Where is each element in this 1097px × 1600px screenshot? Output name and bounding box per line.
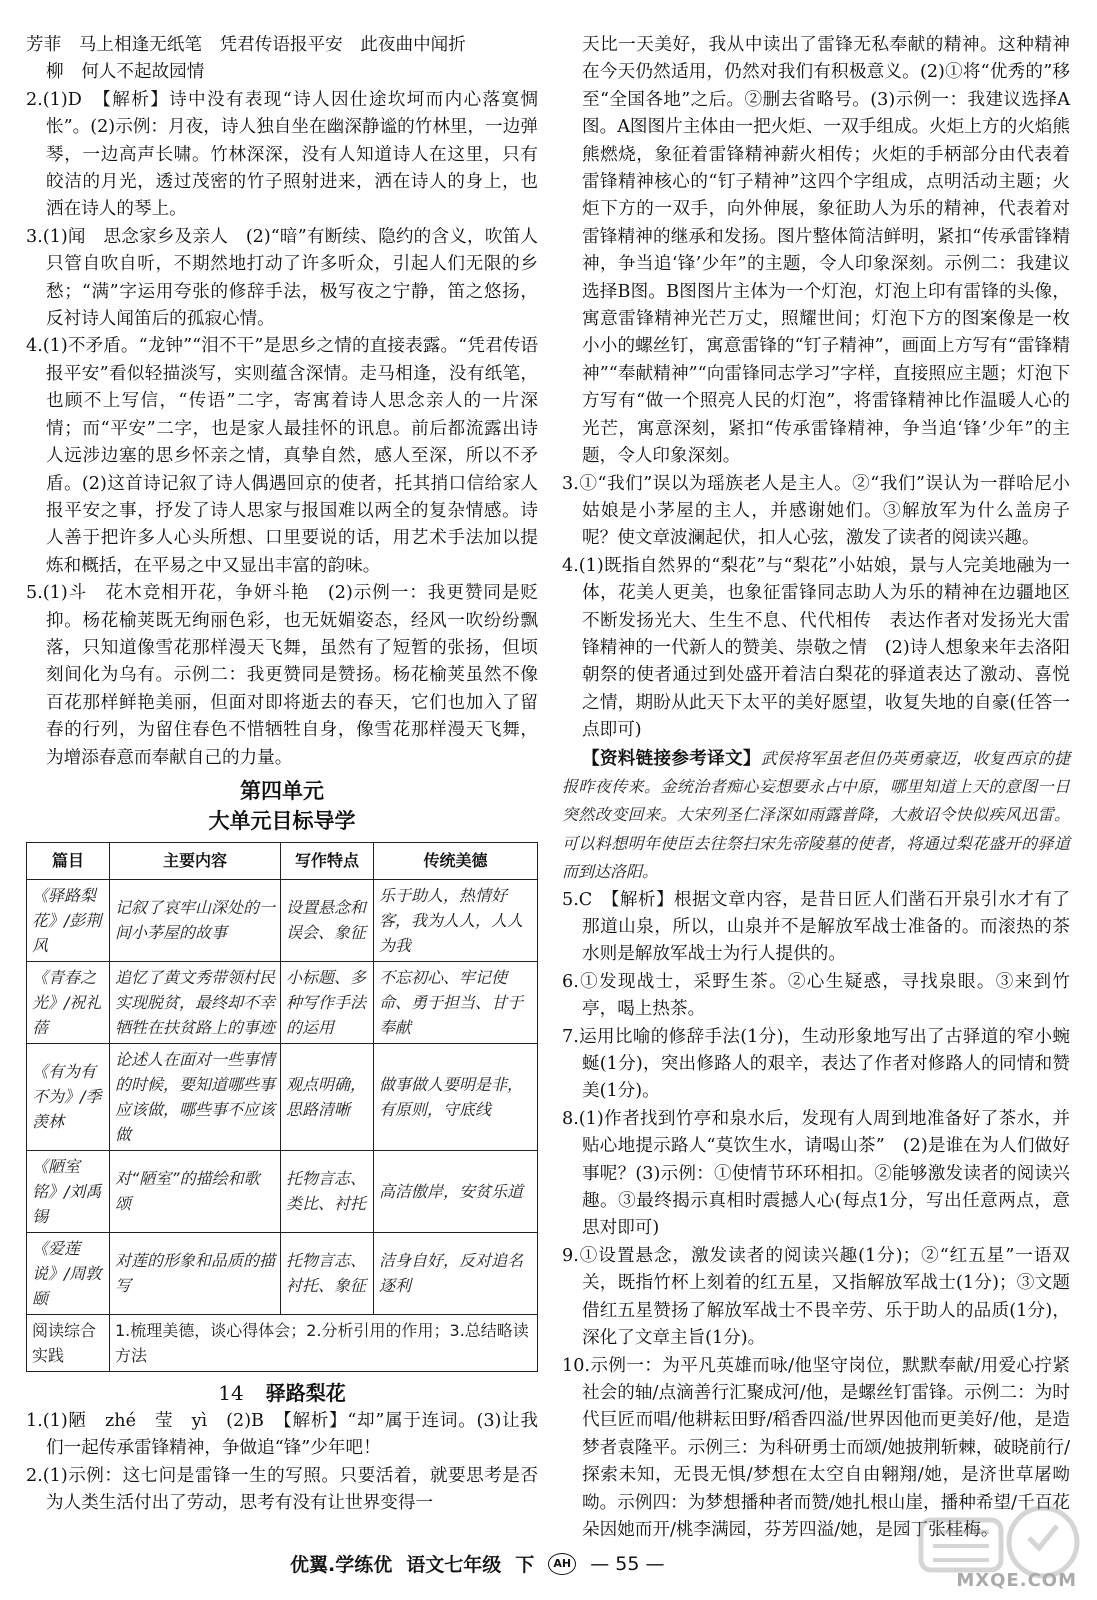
reference-translation (562, 745, 1070, 887)
left-column (26, 32, 538, 1518)
table-header: 篇目 (27, 842, 110, 879)
table-header: 写作特点 (281, 842, 374, 879)
table-row (27, 961, 538, 1043)
table-row (27, 1232, 538, 1314)
unit-subtitle: 大单元目标导学 (208, 808, 356, 833)
table-cell: 对“陋室”的描绘和歌颂 (110, 1150, 281, 1232)
table-cell: 《青春之光》/祝礼蓓 (27, 961, 110, 1043)
lesson-heading (26, 1378, 538, 1408)
reference-label: 【资料链接参考译文】 (582, 748, 761, 769)
table-cell: 托物言志、类比、衬托 (281, 1150, 374, 1232)
table-cell: 托物言志、衬托、象征 (281, 1232, 374, 1314)
table-header: 传统美德 (374, 842, 538, 879)
answer-q9: 9.①设置悬念，激发读者的阅读兴趣(1分)；②“红五星”一语双关，既指竹杯上刻着的红五星，又指解放军战士(1分)；③文题借红五星赞扬了解放军战士不畏辛劳、乐于助人的品质(1分)，深化了文章主旨(1分)。 (562, 1245, 1070, 1349)
reference-text: 武侯将军虽老但仍英勇豪迈，收复西京的捷报昨夜传来。金统治者痴心妄想要永占中原，哪里知道上天的意图一日突然改变回来。大宋列圣仁泽深如雨露普降，大赦诏令快似疾风迅雷。可以料想明年使臣去往祭扫宋先帝陵墓的使者，将通过梨花盛开的驿道而到达洛阳。 (562, 748, 1070, 882)
table-row (27, 1150, 538, 1232)
page-number: — 55 — (590, 1552, 665, 1575)
answer-q2-continued: 天比一天美好，我从中读出了雷锋无私奉献的精神。这种精神在今天仍然适用，仍然对我们有积极意义。(2)①将“优秀的”移至“全国各地”之后。②删去省略号。(3)示例一：我建议选择A图。A图图片主体由一把火炬、一双手组成。火炬上方的火焰熊熊燃烧，象征着雷锋精神薪火相传；火炬的手柄部分由代表着雷锋精神核心的“钉子精神”这四个字组成，点明活动主题；火炬下方的一双手，向外伸展，象征助人为乐的精神，代表着对雷锋精神的继承和发扬。图片整体简洁鲜明，紧扣“传承雷锋精神，争当追‘锋’少年”的主题，令人印象深刻。示例二：我建议选择B图。B图图片主体为一个灯泡，灯泡上印有雷锋的头像，寓意雷锋精神光芒万丈，照耀世间；灯泡下方的图案像是一枚小小的螺丝钉，寓意雷锋的“钉子精神”，画面上方写有“雷锋精神”“奉献精神”“向雷锋同志学习”字样，直接照应主题；灯泡下方写有“做一个照亮人民的灯泡”，将雷锋精神比作温暖人心的光芒，寓意深刻，紧扣“传承雷锋精神，争当追‘锋’少年”的主题，令人印象深刻。 (582, 35, 1070, 467)
page-footer (290, 1550, 850, 1577)
table-cell: 记叙了哀牢山深处的一间小茅屋的故事 (110, 879, 281, 961)
table-cell: 《驿路梨花》/彭荆风 (27, 879, 110, 961)
table-cell: 《爱莲说》/周敦颐 (27, 1232, 110, 1314)
watermark-text: MXQE.COM (956, 1570, 1077, 1591)
right-column (562, 32, 1070, 1544)
table-header: 主要内容 (110, 842, 281, 879)
answer-q4: 4.(1)既指自然界的“梨花”与“梨花”小姑娘，景与人完美地融为一体，花美人更美，也象征雷锋同志助人为乐的精神在边疆地区不断发扬光大、生生不息、代代相传 表达作者对发扬光大雷锋精神的一代新人的赞美、崇敬之情 (2)诗人想象来年去洛阳朝祭的使者通过到处盛开着洁白梨花的驿道表达了激动、喜悦之情，期盼从此天下太平的美好愿望，收复失地的自豪(任答一点即可) (562, 555, 1070, 741)
answer-q7: 7.运用比喻的修辞手法(1分)，生动形象地写出了古驿道的窄小蜿蜒(1分)，突出修路人的艰辛，表达了作者对修路人的同情和赞美(1分)。 (562, 1026, 1070, 1102)
table-cell: 追忆了黄文秀带领村民实现脱贫，最终却不幸牺牲在扶贫路上的事迹 (110, 961, 281, 1043)
table-header-row (27, 842, 538, 879)
table-row (27, 1043, 538, 1150)
unit-title: 第四单元 (240, 778, 324, 803)
answer-q3: 3.①“我们”误以为瑶族老人是主人。②“我们”误认为一群哈尼小姑娘是小茅屋的主人，并感谢她们。③解放军为什么盖房子呢？使文章波澜起伏，扣人心弦，激发了读者的阅读兴趣。 (562, 473, 1070, 549)
lesson-title: 驿路梨花 (265, 1380, 346, 1405)
table-cell: 设置悬念和误会、象征 (281, 879, 374, 961)
footer-brand: 优翼.学练优 (290, 1554, 393, 1576)
table-row (27, 879, 538, 961)
table-cell: 《有为有不为》/季羡林 (27, 1043, 110, 1150)
table-cell: 《陋室铭》/刘禹锡 (27, 1150, 110, 1232)
table-cell: 观点明确，思路清晰 (281, 1043, 374, 1150)
table-cell: 小标题、多种写作手法的运用 (281, 961, 374, 1043)
answer-q10: 10.示例一：为平凡英雄而咏/他坚守岗位，默默奉献/用爱心拧紧社会的轴/点滴善行汇聚成河/他，是螺丝钉雷锋。示例二：为时代巨匠而唱/他耕耘田野/稻香四溢/世界因他而更美好/他，是造梦者袁隆平。示例三：为科研勇士而颂/她披荆斩棘，破晓前行/探索未知，无畏无惧/梦想在太空自由翱翔/她，是济世草屠呦呦。示例四：为梦想播种者而赞/她扎根山崖，播种希望/千百花朵因她而开/桃李满园，芬芳四溢/她，是园丁张桂梅。 (562, 1355, 1070, 1540)
table-cell: 论述人在面对一些事情的时候，要知道哪些事应该做，哪些事不应该做 (110, 1043, 281, 1150)
ah-badge-icon: AH (548, 1553, 576, 1575)
answer-q4: 4.(1)不矛盾。“龙钟”“泪不干”是思乡之情的直接表露。“凭君传语报平安”看似轻描淡写，实则蕴含深情。走马相逢，没有纸笔，也顾不上写信，“传语”二字，寄寓着诗人思念亲人的一片深情；而“平安”二字，也是家人最挂怀的讯息。前后都流露出诗人远涉边塞的思乡怀亲之情，真挚自然，感人至深，所以不矛盾。(2)这首诗记叙了诗人偶遇回京的使者，托其捎口信给家人报平安之事，抒发了诗人思家与报国难以两全的复杂情感。诗人善于把许多人心头所想、口里要说的话，用艺术手法加以提炼和概括，在平易之中又显出丰富的韵味。 (26, 336, 538, 576)
table-cell: 做事做人要明是非，有原则，守底线 (374, 1043, 538, 1150)
lesson-number: 14 (218, 1380, 244, 1405)
poem-line-1: 芳菲 马上相逢无纸笔 凭君传语报平安 此夜曲中闻折 (26, 35, 466, 55)
footer-subject: 语文七年级 (406, 1554, 502, 1576)
unit-guide-table (26, 842, 538, 1372)
answer-q6: 6.①发现战士，采野生茶。②心生疑惑，寻找泉眼。③来到竹亭，喝上热茶。 (562, 971, 1070, 1020)
lesson-answer-q1: 1.(1)陋 zhé 莹 yì (2)B 【解析】“却”属于连词。(3)让我们一起传承雷锋精神，争做追“锋”少年吧！ (26, 1410, 538, 1459)
answer-q5: 5.(1)斗 花木竞相开花，争妍斗艳 (2)示例一：我更赞同是贬抑。杨花榆荚既无绚丽色彩，也无妩媚姿态，经风一吹纷纷飘落，只知道像雪花那样漫天飞舞，虽然有了短暂的张扬，但顷刻间化为乌有。示例二：我更赞同是赞扬。杨花榆荚虽然不像百花那样鲜艳美丽，但面对即将逝去的春天，它们也加入了留春的行列，为留住春色不惜牺牲自身，像雪花那样漫天飞舞，为增添春意而奉献自己的力量。 (26, 583, 538, 768)
footer-term: 下 (515, 1554, 535, 1576)
poem-line-2: 柳 何人不起故园情 (46, 62, 205, 83)
answer-q8: 8.(1)作者找到竹亭和泉水后，发现有人周到地准备好了茶水，并贴心地提示路人“莫饮生水，请喝山茶” (2)是谁在为人们做好事呢？(3)示例：①使情节环环相扣。②能够激发读者的阅读兴趣。③最终揭示真相时震撼人心(每点1分，写出任意两点，意思对即可) (562, 1108, 1070, 1239)
answer-q5: 5.C 【解析】根据文章内容，是昔日匠人们凿石开泉引水才有了那道山泉，所以，山泉并不是解放军战士准备的。而滚热的茶水则是解放军战士为行人提供的。 (562, 889, 1070, 965)
lesson-answer-q2: 2.(1)示例：这七问是雷锋一生的写照。只要活着，就要思考是否为人类生活付出了劳动，思考有没有让世界变得一 (26, 1465, 538, 1514)
answer-q2: 2.(1)D 【解析】诗中没有表现“诗人因仕途坎坷而内心落寞惆怅”。(2)示例：月夜，诗人独自坐在幽深静谧的竹林里，一边弹琴，一边高声长啸。竹林深深，没有人知道诗人在这里，只有皎洁的月光，透过茂密的竹子照射进来，洒在诗人的身上，也洒在诗人的琴上。 (26, 89, 538, 220)
table-cell: 不忘初心、牢记使命、勇于担当、甘于奉献 (374, 961, 538, 1043)
table-row (27, 1314, 538, 1371)
table-cell: 阅读综合实践 (27, 1314, 110, 1371)
table-cell: 对莲的形象和品质的描写 (110, 1232, 281, 1314)
table-cell: 1.梳理美德，谈心得体会；2.分析引用的作用；3.总结略读方法 (110, 1314, 538, 1371)
table-cell: 洁身自好，反对追名逐利 (374, 1232, 538, 1314)
table-cell: 乐于助人，热情好客，我为人人，人人为我 (374, 879, 538, 961)
table-cell: 高洁傲岸，安贫乐道 (374, 1150, 538, 1232)
answer-q3: 3.(1)闻 思念家乡及亲人 (2)“暗”有断续、隐约的含义，吹笛人只管自吹自听，不期然地打动了许多听众，引起人们无限的乡愁；“满”字运用夸张的修辞手法，极写夜之宁静，笛之悠扬，反衬诗人闻笛后的孤寂心情。 (26, 226, 538, 330)
